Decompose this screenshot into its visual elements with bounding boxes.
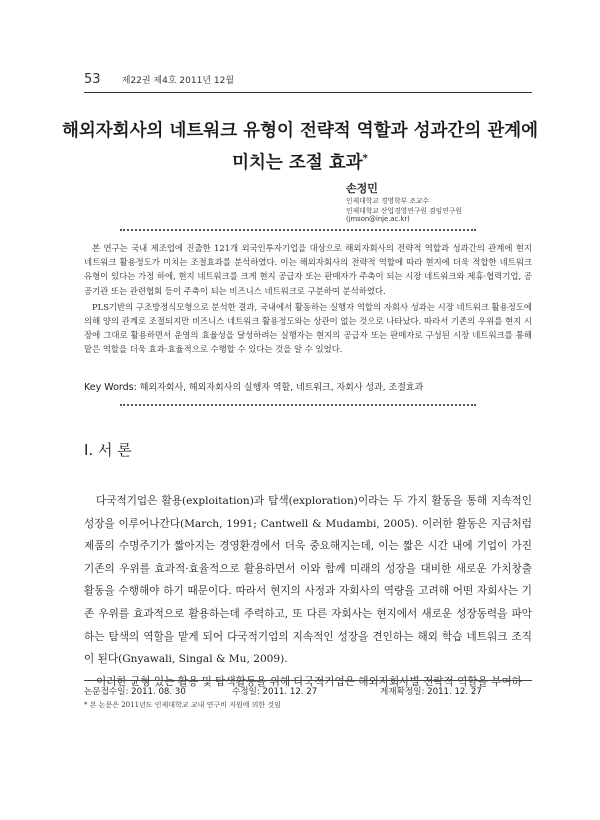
body-paragraph-1: 다국적기업은 활용(exploitation)과 탐색(exploration)이라는 두 가지 활동을 통해 지속적인 성장을 이루어나간다(March, 1991; Cantwell & Mudambi, 2005). 이러한 활동은 지금처럼 제품의 수명주기가 짧아지는 경영환경에서 더욱 중요해지는데, 이는 짧은 시간 내에 기업이 가진 기존의 우위를 효과적·효율적으로 활용하면서 이와 함께 미래의 성장을 대비한 새로운 가치창출 활동을 수행해야 하기 때문이다. 따라서 현지의 사정과 자회사의 역량을 고려해 어떤 자회사는 기존 우위를 효과적으로 활용하는데 주력하고, 또 다른 자회사는 현지에서 새로운 성장동력을 파악하는 탐색의 역할을 맡게 되어 다국적기업의 지속적인 성장을 견인하는 해외 학습 네트워크 조직이 된다(Gnyawali, Singal & Mu, 2009).: [84, 495, 532, 666]
accepted-date: 게재확정일: 2011. 12. 27: [380, 687, 482, 697]
body-paragraph-2: 이러한 균형 있는 활용 및 탐색활동을 위해 다국적기업은 해외자회사별 전략적 역할을 부여하: [96, 675, 522, 688]
footer-rule: [84, 680, 532, 681]
body-text: [84, 490, 532, 693]
section-title: 서 론: [97, 441, 132, 459]
keywords-label: Key Words:: [84, 382, 137, 393]
paper-title: [40, 118, 560, 177]
section-heading: [84, 439, 132, 460]
title-footnote-mark: *: [362, 153, 368, 164]
title-line-2: 미치는 조절 효과*: [232, 152, 368, 173]
received-date: 논문접수일: 2011. 08. 30: [84, 687, 186, 697]
author-affiliation-1: 인제대학교 경영학부 조교수: [346, 197, 430, 205]
abstract: [84, 241, 532, 357]
title-line-1: 해외자회사의 네트워크 유형이 전략적 역할과 성과간의 관계에: [61, 121, 539, 141]
abstract-top-divider: [120, 229, 476, 231]
page-number: 53: [84, 72, 101, 87]
abstract-paragraph-2: PLS기반의 구조방정식모형으로 분석한 결과, 국내에서 활동하는 실행자 역할의 자회사 성과는 시장 네트워크 활용정도에 의해 양의 관계로 조절되지만 비즈니스 네트워크 활용정도와는 상관이 없는 것으로 나타났다. 따라서 기존의 우위를 현지 시장에 그대로 활용하면서 운영의 효율성을 달성하려는 실행자는 현지의 공급자 또는 판매자로 구성된 시장 네트워크를 통해 맡은 역할을 더욱 효과·효율적으로 수행할 수 있다는 것을 알 수 있었다.: [84, 301, 532, 355]
author-email: (jmson@inje.ac.kr): [346, 215, 410, 223]
author-name: 손정민: [346, 182, 378, 195]
keywords-list: 해외자회사, 해외자회사의 실행자 역할, 네트워크, 자회사 성과, 조절효과: [139, 383, 424, 393]
revised-date: 수정일: 2011. 12. 27: [232, 687, 318, 697]
author-affiliation-2: 인제대학교 산업경영연구원 겸임연구원: [346, 207, 462, 215]
funding-footnote: * 본 논문은 2011년도 인제대학교 교내 연구비 지원에 의한 것임: [84, 701, 281, 709]
abstract-paragraph-1: 본 연구는 국내 제조업에 진출한 121개 외국인투자기업을 대상으로 해외자회사의 전략적 역할과 성과간의 관계에 현지 네트워크 활용정도가 미치는 조절효과를 분석하였다. 이는 해외자회사의 전략적 역할에 따라 현지에 더욱 적합한 네트워크 유형이 있다는 가정 하에, 현지 네트워크를 크게 현지 공급자 또는 판매자가 주축이 되는 시장 네트워크와 제휴·협력기업, 공공기관 또는 관련협회 등이 주축이 되는 비즈니스 네트워크로 구분하여 분석하였다.: [84, 243, 532, 296]
keywords: [84, 380, 423, 393]
journal-volume: 제22권 제4호 2011년 12월: [121, 76, 235, 86]
abstract-bottom-divider: [120, 404, 476, 406]
running-header: [84, 72, 234, 87]
header-rule: [84, 92, 532, 93]
section-number: Ⅰ.: [84, 441, 94, 459]
